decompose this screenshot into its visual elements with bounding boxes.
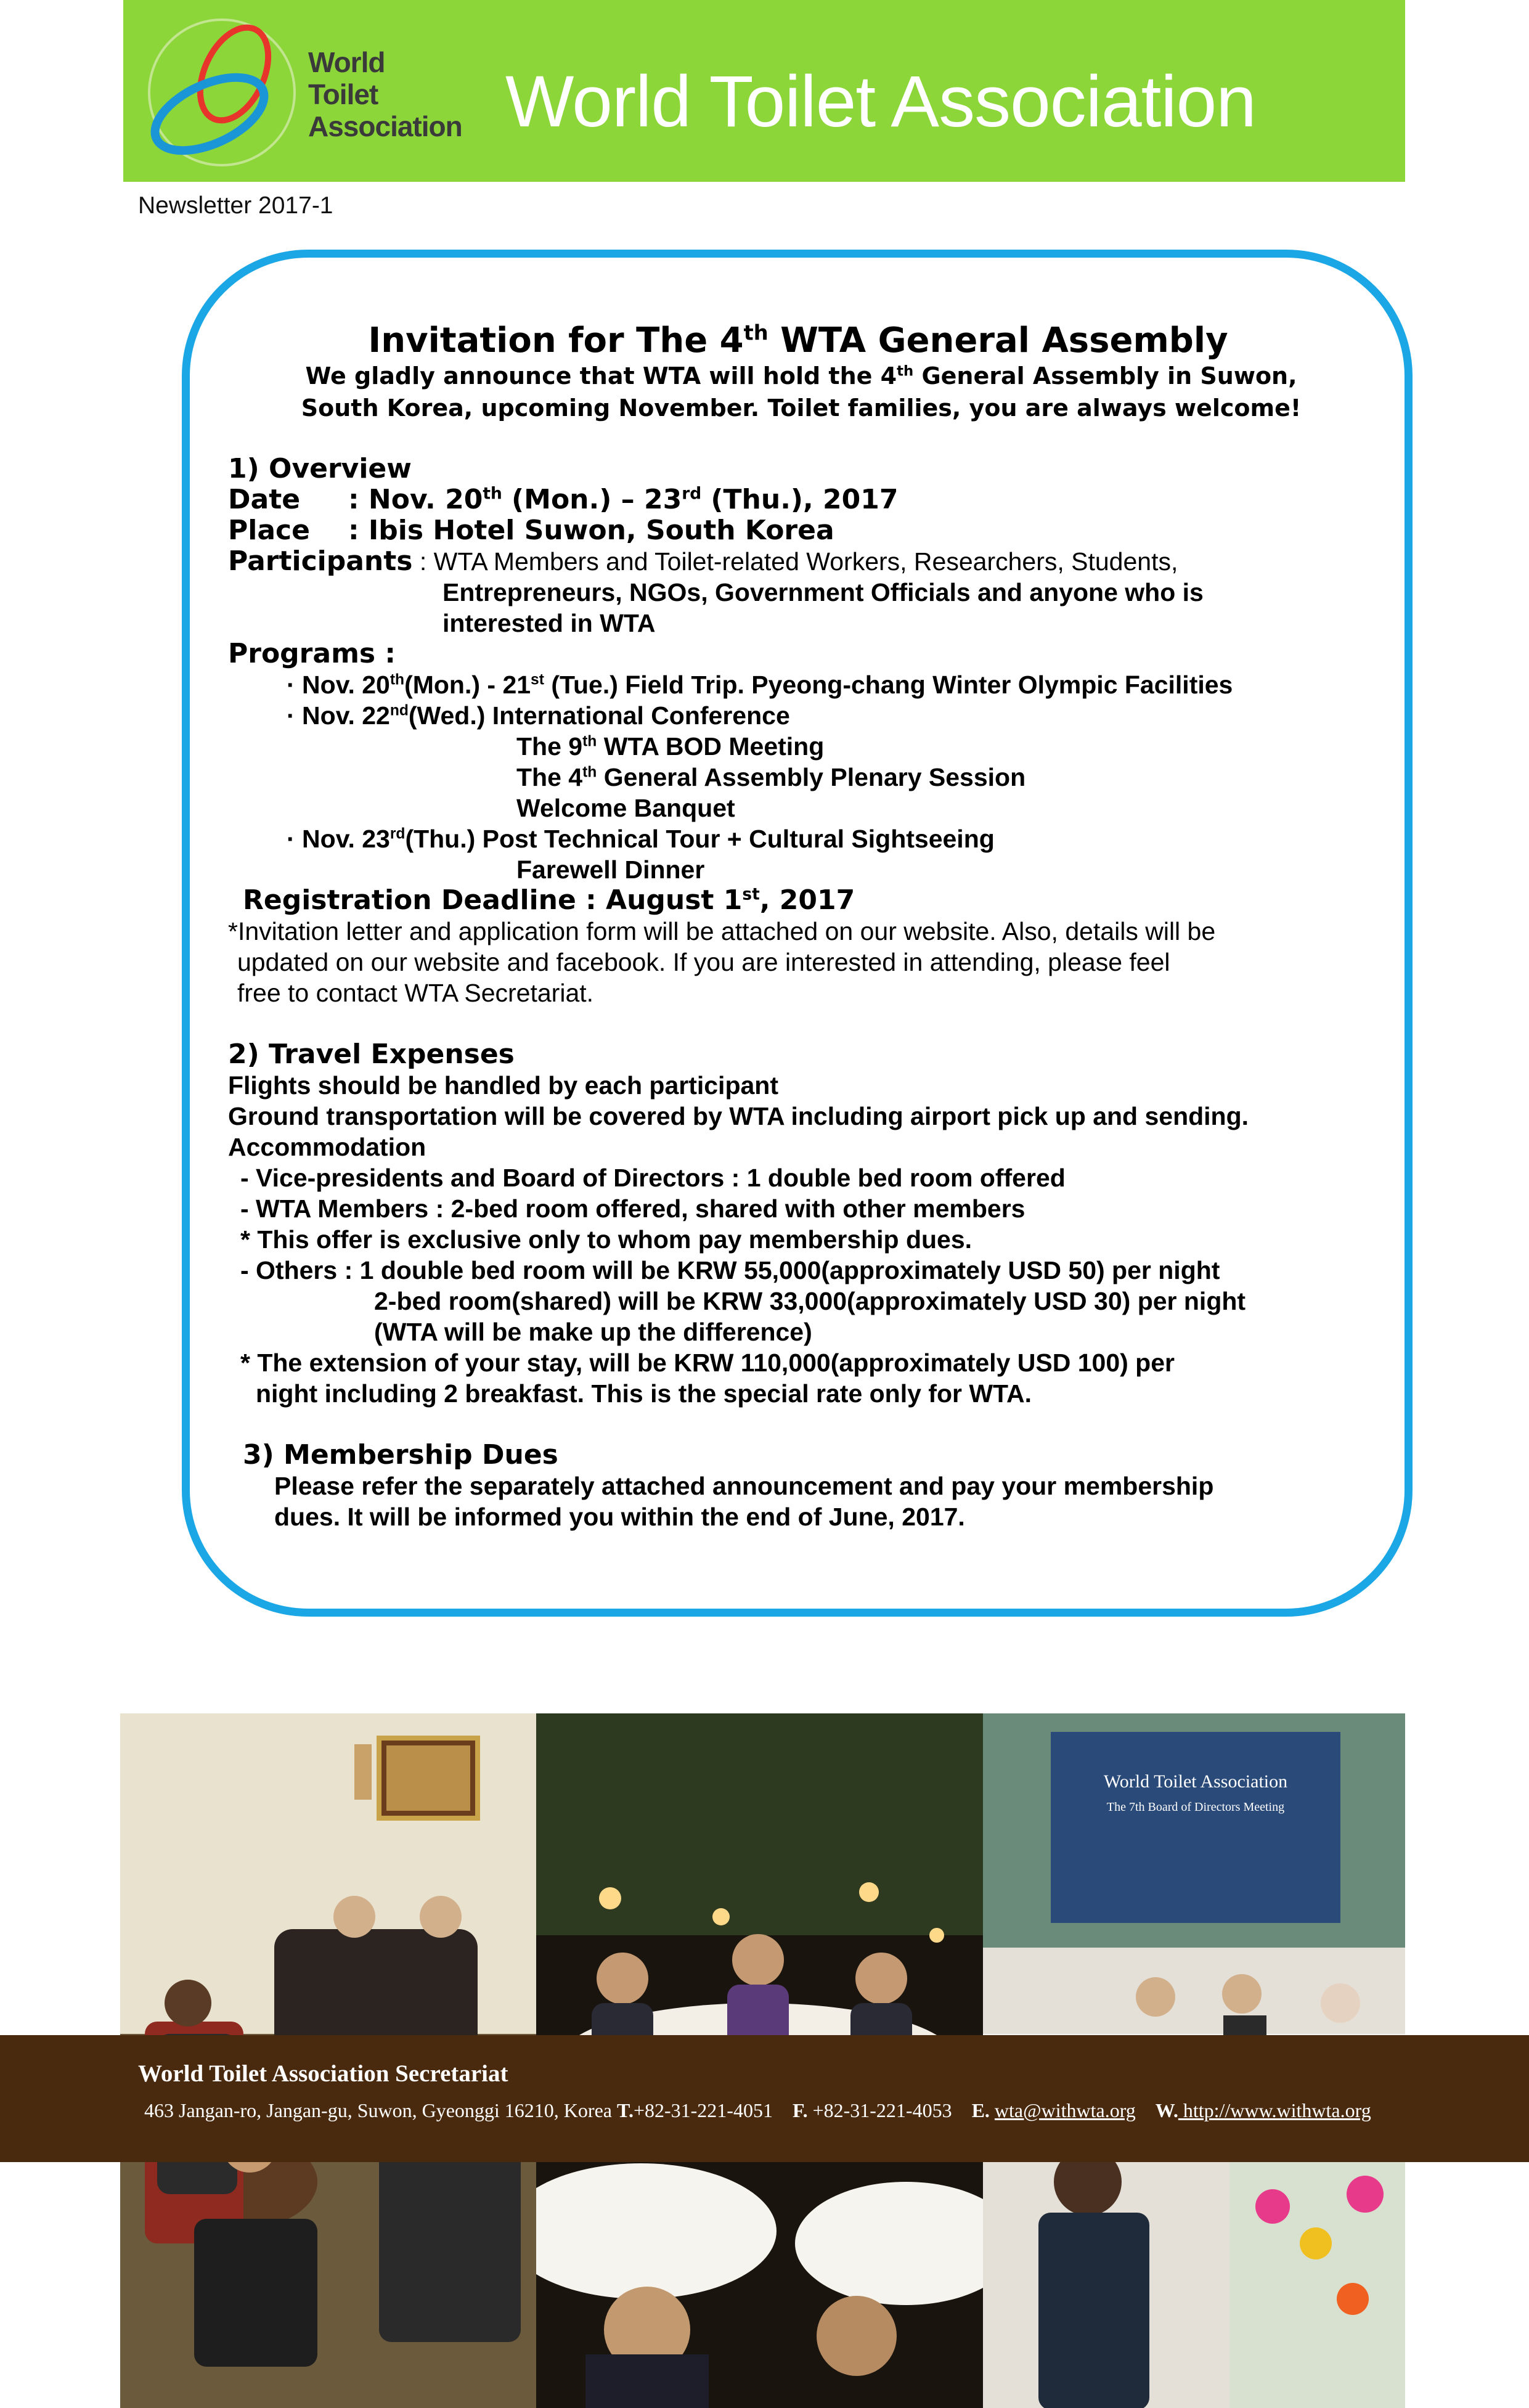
participants-line: interested in WTA [442, 609, 656, 637]
note-line: free to contact WTA Secretariat. [237, 979, 594, 1007]
logo-wordmark: World Toilet Association [308, 46, 462, 142]
footer-email-link[interactable]: wta@withwta.org [994, 2099, 1136, 2121]
program-subitem: Welcome Banquet [516, 794, 735, 822]
note-line: *Invitation letter and application form will be attached on our website. Also, details will be [228, 917, 1216, 945]
program-subitem: The 4th General Assembly Plenary Session [516, 763, 1026, 791]
participants-line: Entrepreneurs, NGOs, Government Officials and anyone who is [442, 578, 1204, 606]
footer-contact [144, 2099, 1371, 2122]
travel-line: Accommodation [228, 1133, 426, 1161]
program-item: · Nov. 20th(Mon.) - 21st (Tue.) Field Trip. Pyeong-chang Winter Olympic Facilities [287, 671, 1233, 699]
travel-line: - Vice-presidents and Board of Directors : 1 double bed room offered [240, 1164, 1066, 1192]
overview-heading: 1) Overview [228, 453, 412, 484]
wta-logo-icon [142, 12, 302, 173]
participants-row: Participants : WTA Members and Toilet-related Workers, Researchers, Students, [228, 545, 1178, 577]
note-line: updated on our website and facebook. If you are interested in attending, please feel [237, 948, 1170, 976]
travel-line: Flights should be handled by each participant [228, 1071, 778, 1100]
sign-subtitle: The 7th Board of Directors Meeting [1106, 1800, 1285, 1814]
registration-deadline: Registration Deadline : August 1st, 2017 [243, 884, 855, 916]
footer-org: World Toilet Association Secretariat [138, 2060, 508, 2087]
program-item: · Nov. 22nd(Wed.) International Conference [287, 701, 790, 730]
tel-label: T. [616, 2099, 634, 2121]
footer-web-link[interactable]: http://www.withwta.org [1178, 2099, 1371, 2121]
travel-line: * The extension of your stay, will be KRW 110,000(approximately USD 100) per [240, 1349, 1175, 1377]
invitation-intro: We gladly announce that WTA will hold the 4th General Assembly in Suwon, South Korea, upcoming November. Toilet families, you are always welcome! [301, 362, 1302, 422]
program-subitem: The 9th WTA BOD Meeting [516, 732, 825, 761]
header-banner [123, 0, 1405, 182]
footer-fax: +82-31-221-4053 [812, 2099, 952, 2121]
footer [0, 2035, 1529, 2162]
web-label: W. [1155, 2099, 1178, 2121]
membership-heading: 3) Membership Dues [243, 1439, 558, 1471]
newsletter-content [228, 322, 1374, 1532]
travel-line: - WTA Members : 2-bed room offered, shared with other members [240, 1194, 1025, 1223]
footer-tel: +82-31-221-4051 [633, 2099, 773, 2121]
travel-line: * This offer is exclusive only to whom pay membership dues. [240, 1225, 972, 1254]
program-item: · Nov. 23rd(Thu.) Post Technical Tour + Cultural Sightseeing [287, 825, 995, 853]
newsletter-label: Newsletter 2017-1 [138, 192, 333, 219]
place-row: Place : Ibis Hotel Suwon, South Korea [228, 515, 834, 546]
email-label: E. [971, 2099, 990, 2121]
travel-line: (WTA will be make up the difference) [374, 1318, 812, 1346]
sign-title: World Toilet Association [1103, 1771, 1288, 1792]
travel-line: 2-bed room(shared) will be KRW 33,000(approximately USD 30) per night [374, 1287, 1246, 1315]
date-row: Date : Nov. 20th (Mon.) – 23rd (Thu.), 2017 [228, 484, 899, 515]
travel-line: - Others : 1 double bed room will be KRW 55,000(approximately USD 50) per night [240, 1256, 1220, 1284]
travel-line: Ground transportation will be covered by WTA including airport pick up and sending. [228, 1102, 1249, 1130]
program-subitem: Farewell Dinner [516, 855, 705, 884]
membership-line: Please refer the separately attached announcement and pay your membership [274, 1472, 1214, 1500]
travel-line: night including 2 breakfast. This is the special rate only for WTA. [256, 1379, 1032, 1408]
fax-label: F. [792, 2099, 808, 2121]
travel-heading: 2) Travel Expenses [228, 1039, 515, 1070]
membership-line: dues. It will be informed you within the end of June, 2017. [274, 1503, 965, 1531]
programs-heading: Programs : [228, 638, 396, 669]
footer-address: 463 Jangan-ro, Jangan-gu, Suwon, Gyeonggi 16210, Korea [144, 2099, 612, 2121]
banner-title: World Toilet Association [505, 61, 1256, 142]
invitation-title: Invitation for The 4th WTA General Assembly [368, 320, 1228, 361]
